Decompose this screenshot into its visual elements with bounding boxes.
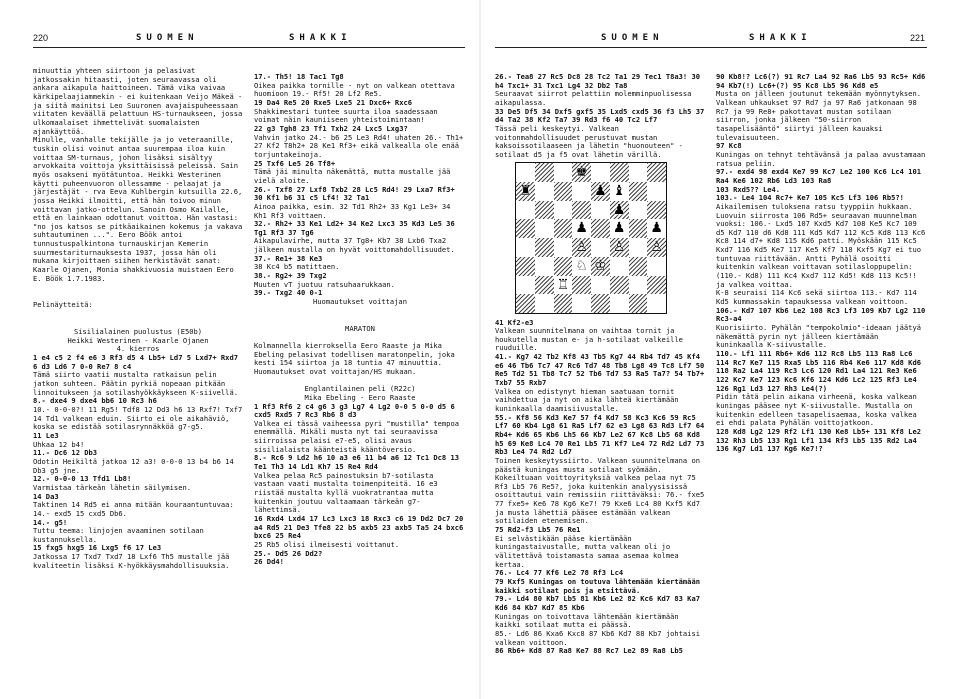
paragraph: Huomautukset voittajan [313,297,407,307]
board-square [629,201,648,220]
board-square [535,201,554,220]
paragraph: minuuttia yhteen siirtoon ja pelasivat jatkossakin hitaasti, joten seuraavassa oli ankara aikapula haittoineen. Tämä vika vaivaa kärkipelaajiammekin - ei kuitenkaan Veijo Mäkeä - ja siitä mainitsi Leo Suuronen avajaispuheessaan viitaten keväällä pelattuun HS-turnaukseen, jossa ulkomaalaiset ihmettelivät suomalaisten ajankäyttöä. [33,66,247,136]
left-column-1 [33,66,247,570]
board-square [554,219,573,238]
board-square [647,182,666,201]
paragraph: 38 Kc4 b5 matittaen. [254,262,340,272]
move-notation: 38.- Rg2+ 39 Txg2 [254,271,327,281]
chess-piece-white: ♘ [575,257,588,274]
board-square [572,294,591,313]
chess-piece-black: ♟ [612,201,626,218]
board-square [610,163,629,182]
board-square [629,276,648,295]
paragraph: 4. kierros [116,344,160,354]
chess-piece-white: ♙ [650,239,663,255]
move-notation: 110.- Lf1 111 Rb6+ Kd6 112 Rc8 Lb5 113 Ra8 Lc6 114 Rc7 Ke7 115 Rxa5 Lb5 116 Rb4 Ke6 117 Kd8 Kd6 118 Ra2 La4 119 Rc3 Lc6 120 Rd1 La4 121 Re3 Ke6 122 Kc7 Ke7 123 Kc6 Kf6 124 Kd6 Lc2 125 Rf3 Le4 126 Rg1 Ld3 127 Rh3 Le4(?) [716,349,926,393]
move-notation: 8.- Rc6 9 Ld2 h6 10 a3 e6 11 b4 a6 12 Tc1 Dc8 13 Te1 Th3 14 Ld1 Kh7 15 Re4 Rd4 [254,453,464,472]
paragraph: Musta on jälleen joutunut tekemään myönnytyksen. Valkean uhkaukset 97 Rd7 ja 97 Ra6 jatkonaan 98 Rc7 ja 99 Re8+ pakottavat mustan sotilaan siirron, jonka jälkeen "50-siirron tasapelisääntö" siirtyi jälleen kauaksi tulevaisuuteen. [716,89,926,142]
paragraph: Muuten vT juotuu ratsuhaarukkaan. [254,279,395,289]
move-notation: 37.- Re1+ 38 Ke3 [254,253,323,263]
chess-piece-white: ♙ [612,239,626,255]
move-notation: 26 Dd4! [254,557,284,567]
paragraph: Valkea pelaa Rc5 painostuksin b7-sotilasta vastaan vaati mustalta toimenpiteitä. 16 e3 riistää mustalta kyllä vuokratrantaa mutta kuitenkin joutuu valtaamaan tärkeän g7-lähettimsä. [254,470,442,515]
paragraph: Aikapulavirhe, mutta 37 Tg8+ Kb7 38 Lxb6 Txa2 jälkeen mustalla on hyvät voittomahdollisuudet. [254,236,455,255]
board-square [591,294,610,313]
paragraph: Heikki Westerinen - Kaarle Ojanen [67,335,209,345]
paragraph: MARATON [345,323,375,333]
move-notation: 11 Le3 [33,430,59,440]
board-square [535,163,554,182]
board-square [535,182,554,201]
board-square [647,294,666,313]
board-square [591,276,610,295]
board-square [629,294,648,313]
board-square [516,163,535,182]
move-notation: 14 Da3 [33,491,59,501]
chess-piece-black: ♟ [575,220,588,237]
right-header-shakki: SHAKKI [749,33,812,43]
board-square [629,219,648,238]
move-notation: 97 Kc8 [716,141,742,151]
move-notation: 26.- Txf8 27 Lxf8 Txb2 28 Lc5 Rd4! 29 Lxa7 Rf3+ 30 Kf1 b6 31 c5 Lf4! 32 Ta1 [254,184,460,203]
board-square [572,201,591,220]
paragraph: Tässä peli keskeytyi. Valkean voitonmahdollisuudet perustuvat mustan kaksoissotilaaseen ja lähetin "huonouteen" - sotilaat d5 ja f5 ovat lähetin värillä. [495,123,688,159]
paragraph: Varmistaa tärkeän lähetin säilymisen. [33,482,192,492]
paragraph-gap [254,307,466,325]
board-square [516,238,535,257]
move-notation: 25 Txf6 Le5 26 Tf8+ [254,158,336,168]
chess-piece-white: ♙ [575,239,588,255]
right-column-3-top [495,73,707,160]
board-square [591,219,610,238]
board-square [629,163,648,182]
paragraph: Shakkimestari tuntee suurta iloa saadessaan voimat näin kauniiseen yhteistoimintaan! [254,106,442,125]
board-square [647,257,666,276]
board-square [516,294,535,313]
paragraph: Ainoa paikka, esim. 32 Td1 Rh2+ 33 Kg1 Le3+ 34 Kh1 Rf3 voittaen. [254,201,455,220]
move-notation: 79 Kxf5 Kuningas on toutuva lähtemään kiertämään kaikki sotilaat pois ja etsittävä. [495,577,705,595]
move-notation: 103 Rxd5?? Le4. [716,184,781,194]
move-notation: 79.- Ld4 80 Kb7 Lb5 81 Kb6 Le2 82 Kc6 Kd7 83 Ka7 Kd6 84 Kb7 Kd7 85 Kb6 [495,594,705,612]
board-square [572,276,591,295]
paragraph: Sisilialainen puolustus (E50b) [73,327,203,337]
paragraph-gap [33,310,243,328]
paragraph: Valkea on edistynyt hieman saatuaan tornit vaihdettua ja nyt on aika lähteä kiertämään kuninkaalla daamisiivustalle. [495,386,683,413]
paragraph: Uhkaa 12 b4! [33,439,85,449]
move-notation: 22 g3 Tgh8 23 Tf1 Txh2 24 Lxc5 Lxg3? [254,123,408,133]
board-square [647,201,666,220]
left-header-suomen: SUOMEN [136,33,199,43]
move-notation: 1 e4 c5 2 f4 e6 3 Rf3 d5 4 Lb5+ Ld7 5 Lxd7+ Rxd7 6 d3 Ld6 7 0-0 Re7 8 c4 [33,353,243,371]
paragraph: Kuorisiirto. Pyhälän "tempokolmio"-ideaan jäätyä näkemättä pyrin nyt jälleen kiertämään kuninkaalla K-siivustalle. [716,323,926,350]
board-square [516,201,535,220]
paragraph: Tämä jäi minulta näkemättä, mutta mustalle jää vielä aloite. [254,167,455,185]
move-notation: 41.- Kg7 42 Tb2 Kf8 43 Tb5 Kg7 44 Rb4 Td7 45 Kf4 e6 46 Tb6 Tc7 47 Rc6 Td7 48 Tb8 Lg8 49 Tc8 Lf7 50 Re5 Td2 51 Tb8 Tc7 52 Tb6 Td7 53 Ra5 Ta7? 54 Tb7+ Txb7 55 Rxb7 [495,351,709,387]
board-square [647,276,666,295]
paragraph: K-8 seuraisi 114 Kc6 sekä siirtoa 113.- Kd7 114 Kd5 kummassakin tapauksessa valkean voittoon. [716,288,922,307]
paragraph: Ei selvästikään pääse kiertämään kuningastaivustalle, mutta valkean oli jo välitettävä toistamasta samaa asemaa kolmea kertaa. [495,533,683,569]
move-notation: 1 Rf3 Rf6 2 c4 g6 3 g3 Lg7 4 Lg2 0-0 5 0-0 d5 6 cxd5 Rxd5 7 Rc3 Rb6 8 d3 [254,401,460,420]
chess-piece-white: ♔ [594,257,607,274]
board-square [554,257,573,276]
move-notation: 55.- Kf8 56 Kd3 Ke7 57 f4 Kd7 58 Kc3 Kc6 59 Rc5 Lf7 60 Kb4 Lg8 61 Ra5 Lf7 62 e3 Lg8 63 Rd3 Lf7 64 Rb4+ Kd6 65 Kb6 Lh5 66 Kb7 Le2 67 Kc8 Lb5 68 Kd8 h5 69 Ke8 Lc4 70 Re1 Lb5 71 Kf7 Le4 72 Rd2 Ld7 73 Rb3 Le4 74 Rd2 Ld7 [495,412,709,457]
board-square [516,257,535,276]
chess-piece-black: ♟ [594,182,607,199]
paragraph: Tämä siirto vaatii mustalta ratkaisun pelin jatkon suhteen. Päätin pyrkiä nopeaan pitkään linnoitukseen ja sotilashyökkäykseen K-siivellä. [33,370,238,397]
board-square [629,182,648,201]
move-notation: 75 Rd2-f3 Lb5 76 Re1 [495,525,581,535]
right-column-3-bottom [495,327,707,656]
move-notation: 26.- Tea8 27 Rc5 Dc8 28 Tc2 Ta1 29 Tec1 T8a3! 30 h4 Txc1+ 31 Txc1 Lg4 32 Db2 Ta8 [495,72,705,90]
board-square [535,276,554,295]
board-square [572,182,591,201]
chess-piece-black: ♚ [575,164,588,180]
paragraph: Pidin tätä pelin aikana virheenä, koska valkean kuningas pääsee nyt K-siivustalle. Mustalla on kuitenkin edelleen tasapelisaemaa, koska valkea ei ehdi palata Pyhälän voittojatkoon. [716,392,922,428]
board-square [535,257,554,276]
board-square [610,294,629,313]
paragraph: Tuttu teema: linjojen avaaminen sotilaan kustannuksella. [33,526,209,544]
paragraph: Englantilainen peli (R22c) [304,384,416,394]
page-spine [479,0,481,699]
chess-piece-black: ♜ [519,182,532,199]
board-square [610,257,629,276]
left-page-number: 220 [33,33,49,43]
move-notation: 106.- Kd7 107 Kb6 Le2 108 Rc3 Lf3 109 Kb7 Lg2 110 Rc3-a4 [716,305,930,324]
move-notation: 32.- Rh2+ 33 Ke1 Ld2+ 34 Ke2 Lxc3 35 Kd3 Le5 36 Tg1 Rf3 37 Tg6 [254,219,460,237]
paragraph: Valkea ei tässä vaiheessa pyri "mustilla" tempoa enemmällä. Mikäli musta nyt tai seuraavissa siirroissa pelaisi e7-e5, olisi avaus sisilialaista käänteistä kääntöversio. [254,418,464,454]
left-header-rule [33,47,465,48]
chess-diagram [515,162,667,314]
paragraph-gap [33,283,243,301]
paragraph: 10.- 0-0-0?! 11 Rg5! Tdf8 12 Dd3 h6 13 Rxf7! Txf7 14 Td1 valkean eduin. Siirto ei ole aikahäviö, koska se edistää sotilasrynnäkköä g7-g5. [33,404,247,432]
right-header-rule [495,47,927,48]
move-notation: 17.- Th5! 18 Tac1 Tg8 [254,72,344,81]
paragraph: Oikea paikka tornille - nyt on valkean otettava huomioon 19.- Rf5! 20 Lf2 Re5. [254,80,460,99]
paragraph: 85.- Ld6 86 Kxa6 Kxc8 87 Kb6 Kd7 88 Kb7 johtaisi valkean voittoon. [495,628,705,647]
board-square [591,163,610,182]
board-square [535,219,554,238]
move-notation: 86 Rb6+ Kd8 87 Ra8 Ke7 88 Rc7 Le2 89 Ra8 Lb5 [495,646,683,656]
move-notation: 103.- Le4 104 Rc7+ Ke7 105 Kc5 Lf3 106 Rb5?! [716,193,904,203]
move-notation: 33 De5 Df5 34 Dxf5 gxf5 35 Lxd5 cxd5 36 f3 Lh5 37 d4 Ta2 38 Kf2 Ta7 39 Rd3 f6 40 Tc2 Lf7 [495,106,709,125]
paragraph: Mika Ebeling - Eero Raaste [304,392,416,402]
chess-piece-black: ♟ [650,220,663,237]
move-notation: 16 Rxd4 Lxd4 17 Lc3 Lxc3 18 Rxc3 c6 19 Dd2 Dc7 20 a4 Rd5 21 De3 Tfe8 22 b5 axb5 23 axb5 Ta5 24 bxc6 bxc6 25 Re4 [254,514,468,541]
paragraph: Aikailemisen tuloksena ratsu tyyppiin hukkaan. Luovuin siirrosta 106 Rd5+ seuraavan muunnelman vuoksi: 106.- Lxd5 107 Kxd5 Kd7 108 Ke5 Kc7 109 d5 Kd7 110 d6 Kd8 111 Kd5 Kd7 112 Kc5 Kd8 113 Kc6 Kc8 114 d7+ Kd8 115 Kd6 patti. Myöskään 115 Kc5 Kxd7 116 Kd5 Ke7 117 Ke5 Kf7 118 Kxf5 Kg7 ei tuo tuntuvaa riittävään. Antti Pyhälä osoitti kuitenkin valkean voittavan sotilasloppupelin: (110.- Kd8) 111 Kc4 Kxd7 112 Kd5! Kd8 113 Kc5!! ja valkea voittaa. [716,201,930,289]
move-notation: 11.- Dc6 12 Db3 [33,448,98,458]
paragraph: Kuningas on toivottava lähtemään kiertämään kaikki sotilaat mutta ei päässä. [495,611,683,630]
paragraph: Valkean suunnitelmana on vaihtaa tornit ja houkutella mustan e- ja h-sotilaat valkeille ruuduille. [495,326,688,353]
right-header-suomen: SUOMEN [601,33,664,43]
board-square [554,201,573,220]
board-square [554,294,573,313]
move-notation: 76.- Lc4 77 Kf6 Le2 78 Rf3 Lc4 [495,568,624,578]
paragraph: Taktinen 14 Rd5 ei anna mitään kouraantuntuvaa: 14.- exd5 15 cxd5 Db6. [33,500,239,518]
board-square [554,163,573,182]
left-column-2 [254,73,466,567]
paragraph: Seuraavat siirrot pelattiin molemminpuolisessa aikapulassa. [495,89,696,107]
chess-piece-white: ♖ [556,276,570,293]
board-square [629,257,648,276]
paragraph: 25 Rb5 olisi ilmeisesti voittanut. [254,540,400,549]
paragraph: Jatkossa 17 Txd7 Txd7 18 Lxf6 Th5 mustalle jää kvaliteetin lisäksi K-hyökkäysmahdollisuuksia. [33,552,234,570]
paragraph: Toinen keskeytyssiirto. Valkean suunnitelmana on päästä kuningas musta sotilaat syömään. Kokeiltuaan voittoyrityksiä valkea pelaa nyt 75 Rf3 Lb5 76 Re5?, joka kuitenkin analyysisissä osoittautui vain remissiin riittäväksi: 76.- fxe5 77 fxe5+ Ke6 78 Kg6 Ke7! 79 Kxe6 Lc4 80 Kxf5 Kd7 ja musta lähettiä pääsee estämään valkean sotilaiden etenemisen. [495,455,709,526]
move-notation: 97.- exd4 98 exd4 Ke7 99 Kc7 Le2 100 Kc6 Lc4 101 Ra4 Ke6 102 Rb6 Ld3 103 Ra8 [716,167,926,185]
move-notation: 25.- Dd5 26 Dd2? [254,548,323,558]
move-notation: 19 Da4 Re5 20 Rxe5 Lxe5 21 Dxc6+ Rxc6 [254,97,413,107]
chess-piece-black: ♝ [612,182,626,199]
paragraph: Odotin Heikiltä jatkoa 12 a3! 0-0-0 13 b4 b6 14 Db3 g5 jne. [33,456,239,475]
move-notation: 8.- dxe4 9 dxe4 bb6 10 Rc3 h6 [33,396,157,406]
right-page-number: 221 [910,33,926,43]
paragraph: Minulle, vanhalle tekijälle ja jo veteraanille, tuskin olisi voinut antaa suurempaa iloa kuin voittaa SM-turnaus, johon lisäksi sisältyy arvokkaita voittoja yksittäisissä peleissä. Sain myös osakseni myötätuntoa. Heikki Westerinen käytti puheenvuoron ollessamme - pelaajat ja järjestäjät - rva Eeva Kuhlbergin kutsuilla 22.6, jossa Heikki ilmoitti, että hän toivoo minun voittavan jatko-ottelun. Sanoin Osmo Kailalle, että en lainkaan odottanut voittoa. Hän vastasi: "no jos katsos se pitkäaikainen kokemus ja vakava suhtautuminen ...". Eero Böök antoi tunnustuspalkintona turnauskirjan Kemerin suurmestariturnauksesta 1937, jossa hän oli mukana kirjoittaen siihen herkistävät sanat: Kaarle Ojanen, Monia shakkivuosia muistaen Eero E. Böök 1.7.1983. [33,135,247,283]
board-square [591,201,610,220]
board-square [516,276,535,295]
move-notation: 12.- 0-0-0 13 Tfd1 Lb8! [33,474,132,484]
diagram-caption: 41 Kf2-e3 [495,318,534,327]
right-column-4 [716,73,928,454]
board-square [629,238,648,257]
move-notation: 90 Kb8!? Lc6(?) 91 Rc7 La4 92 Ra6 Lb5 93 Rc5+ Kd6 94 Kb7(!) Lc6+(?) 95 Kc8 Lb5 96 Kd8 e5 [716,72,930,90]
paragraph: Kuningas on tehnyt tehtävänsä ja palaa avustamaan ratsua peliin. [716,149,930,168]
board-square [535,294,554,313]
chess-piece-black: ♟ [612,220,626,237]
move-notation: 128 Kd8 Lg2 129 Rf2 Lf1 130 Ke8 Lb5+ 131 Kf8 Le2 132 Rh3 Lb5 133 Rg1 Lf1 134 Rf3 Lb5 135 Rd2 La4 136 Kg7 Ld1 137 Kg6 Ke7!? [716,426,926,454]
move-notation: 14.- g5! [33,517,68,527]
move-notation: 15 fxg5 hxg5 16 Lxg5 f6 17 Le3 [33,543,162,553]
board-square [647,163,666,182]
board-square [535,238,554,257]
board-square [554,238,573,257]
paragraph: Kolmannella kierroksella Eero Raaste ja Mika Ebeling pelasivat todellisen maratonpelin, joka kesti 154 siirtoa ja 18 tuntia 47 minuuttia. Huomautukset ovat voittajan/HS mukaan. [254,340,460,376]
board-square [610,276,629,295]
paragraph: Vahvin jatko 24.- b6 25 Le3 Rd4! uhaten 26.- Th1+ 27 Kf2 T8h2+ 28 Ke1 Rf3+ eikä valkealla ole enää torjuntakeinoja. [254,132,468,159]
board-square [516,219,535,238]
paragraph: Pelinäytteitä: [33,300,93,310]
board-square [554,182,573,201]
move-notation: 39.- Txg2 40 0-1 [254,288,323,298]
left-header-shakki: SHAKKI [289,33,352,43]
board-square [591,238,610,257]
